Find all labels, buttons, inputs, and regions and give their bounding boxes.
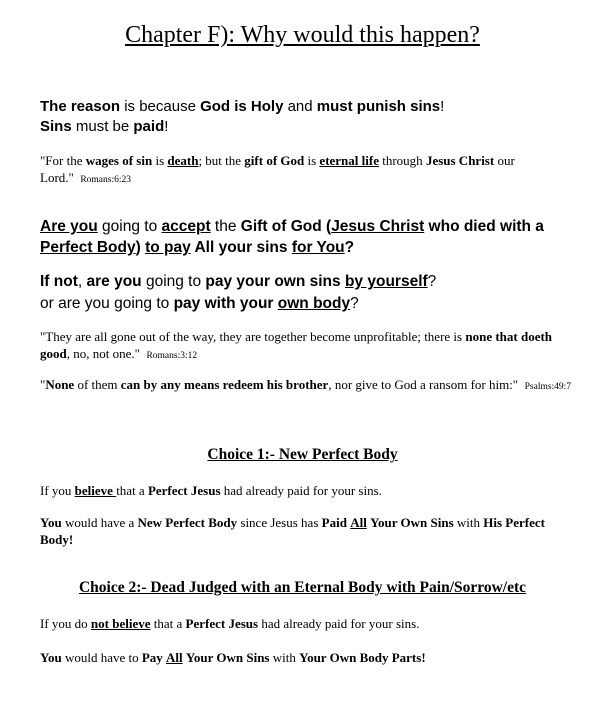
text-span: God is Holy [200, 98, 284, 115]
text-span: ! [164, 118, 169, 135]
if-not-question [40, 271, 580, 315]
text-span: not believe [90, 616, 151, 631]
text-span: had already paid for your sins. [258, 616, 420, 631]
text-span: Perfect Jesus [147, 483, 221, 498]
text-span: none that doeth good [40, 329, 553, 361]
text-span: , no, not one." [66, 346, 140, 361]
text-span: None [45, 377, 75, 392]
text-span: pay with your [173, 295, 274, 312]
accept-question [40, 216, 580, 258]
text-span: Perfect Jesus [185, 616, 259, 631]
scripture-reference: Romans:6:23 [80, 175, 131, 185]
text-span: New Perfect Body [137, 515, 238, 530]
text-span: to pay [145, 239, 191, 256]
scripture-reference: Psalms:49:7 [524, 382, 572, 392]
text-span: Jesus Christ [331, 218, 425, 235]
text-span: that a [116, 483, 148, 498]
text-span: death [167, 153, 199, 168]
text-span: paid [133, 118, 165, 135]
reason-paragraph [40, 97, 580, 137]
text-span: Your Own Body Parts! [299, 650, 426, 665]
text-span: our Lord." [40, 153, 515, 185]
text-span: Paid [321, 515, 347, 530]
text-span: All [350, 515, 367, 530]
text-span: of them [74, 377, 121, 392]
text-span: Pay [141, 650, 163, 665]
text-span: If you [40, 483, 75, 498]
choice-2-condition [40, 615, 580, 632]
text-span: since Jesus has [237, 515, 322, 530]
text-span: eternal life [319, 153, 379, 168]
choice-1-result [40, 514, 580, 548]
text-span: with [269, 650, 300, 665]
text-span: the [210, 218, 241, 235]
text-span: with [453, 515, 484, 530]
text-span: Sins [40, 118, 72, 135]
text-span: is [304, 153, 320, 168]
text-span: You [40, 515, 62, 530]
psalms-49-7-quote [40, 376, 580, 396]
text-span: that a [150, 616, 186, 631]
text-span: would have a [61, 515, 138, 530]
text-span: ? [350, 295, 359, 312]
text-span: ( [321, 218, 332, 235]
text-span: must be [71, 118, 134, 135]
text-span: had already paid for your sins. [220, 483, 382, 498]
text-span: gift of God [244, 153, 305, 168]
chapter-title: Chapter F): Why would this happen? [125, 22, 480, 48]
text-span: "They are all gone out of the way, they are together become unprofitable; there is [40, 329, 466, 344]
text-span: Gift of God [240, 218, 322, 235]
text-span: ! [440, 98, 445, 115]
text-span: are you [86, 273, 142, 290]
choice-2-result [40, 649, 580, 666]
text-span: The reason [40, 98, 121, 115]
choice-2-heading: Choice 2:- Dead Judged with an Eternal Body with Pain/Sorrow/etc [78, 579, 527, 596]
text-span: Jesus Christ [425, 153, 495, 168]
romans-3-12-quote [40, 328, 580, 365]
text-span: through [378, 153, 426, 168]
scripture-reference: Romans:3:12 [146, 351, 198, 361]
text-span: pay your own sins [205, 273, 341, 290]
text-span: wages of sin [85, 153, 153, 168]
text-span: Are you [40, 218, 98, 235]
text-span: believe [74, 483, 117, 498]
text-span: Your Own Sins [370, 515, 454, 530]
text-span: If you do [40, 616, 91, 631]
text-span: for You [291, 239, 345, 256]
text-span: or are you going to [40, 295, 174, 312]
text-span: You [40, 650, 62, 665]
text-span: and [283, 98, 317, 115]
text-span: " [40, 377, 46, 392]
text-span: Your Own Sins [185, 650, 270, 665]
text-span: ) [135, 239, 146, 256]
text-span: , [77, 273, 87, 290]
text-span: is [152, 153, 168, 168]
text-span: own body [277, 295, 351, 312]
text-span: Perfect Body [40, 239, 136, 256]
text-span: accept [161, 218, 211, 235]
text-span: by yourself [344, 273, 428, 290]
text-span: going to [97, 218, 162, 235]
choice-1-condition [40, 482, 580, 499]
text-span: "For the [40, 153, 86, 168]
romans-6-23-quote [40, 152, 580, 189]
text-span: All [166, 650, 183, 665]
text-span: His Perfect Body! [40, 515, 545, 547]
text-span: ? [427, 273, 437, 290]
choice-1-heading: Choice 1:- New Perfect Body [207, 446, 398, 463]
text-span: , nor give to God a ransom for him:" [328, 377, 519, 392]
text-span: All your sins [190, 239, 292, 256]
text-span: going to [141, 273, 206, 290]
text-span: must punish sins [316, 98, 441, 115]
text-span: is because [120, 98, 201, 115]
text-span: ; but the [198, 153, 245, 168]
text-span: who died with a [424, 218, 544, 235]
text-span: If not [40, 273, 78, 290]
text-span: can by any means redeem his brother [120, 377, 329, 392]
text-span: would have to [61, 650, 142, 665]
text-span: ? [344, 239, 355, 256]
